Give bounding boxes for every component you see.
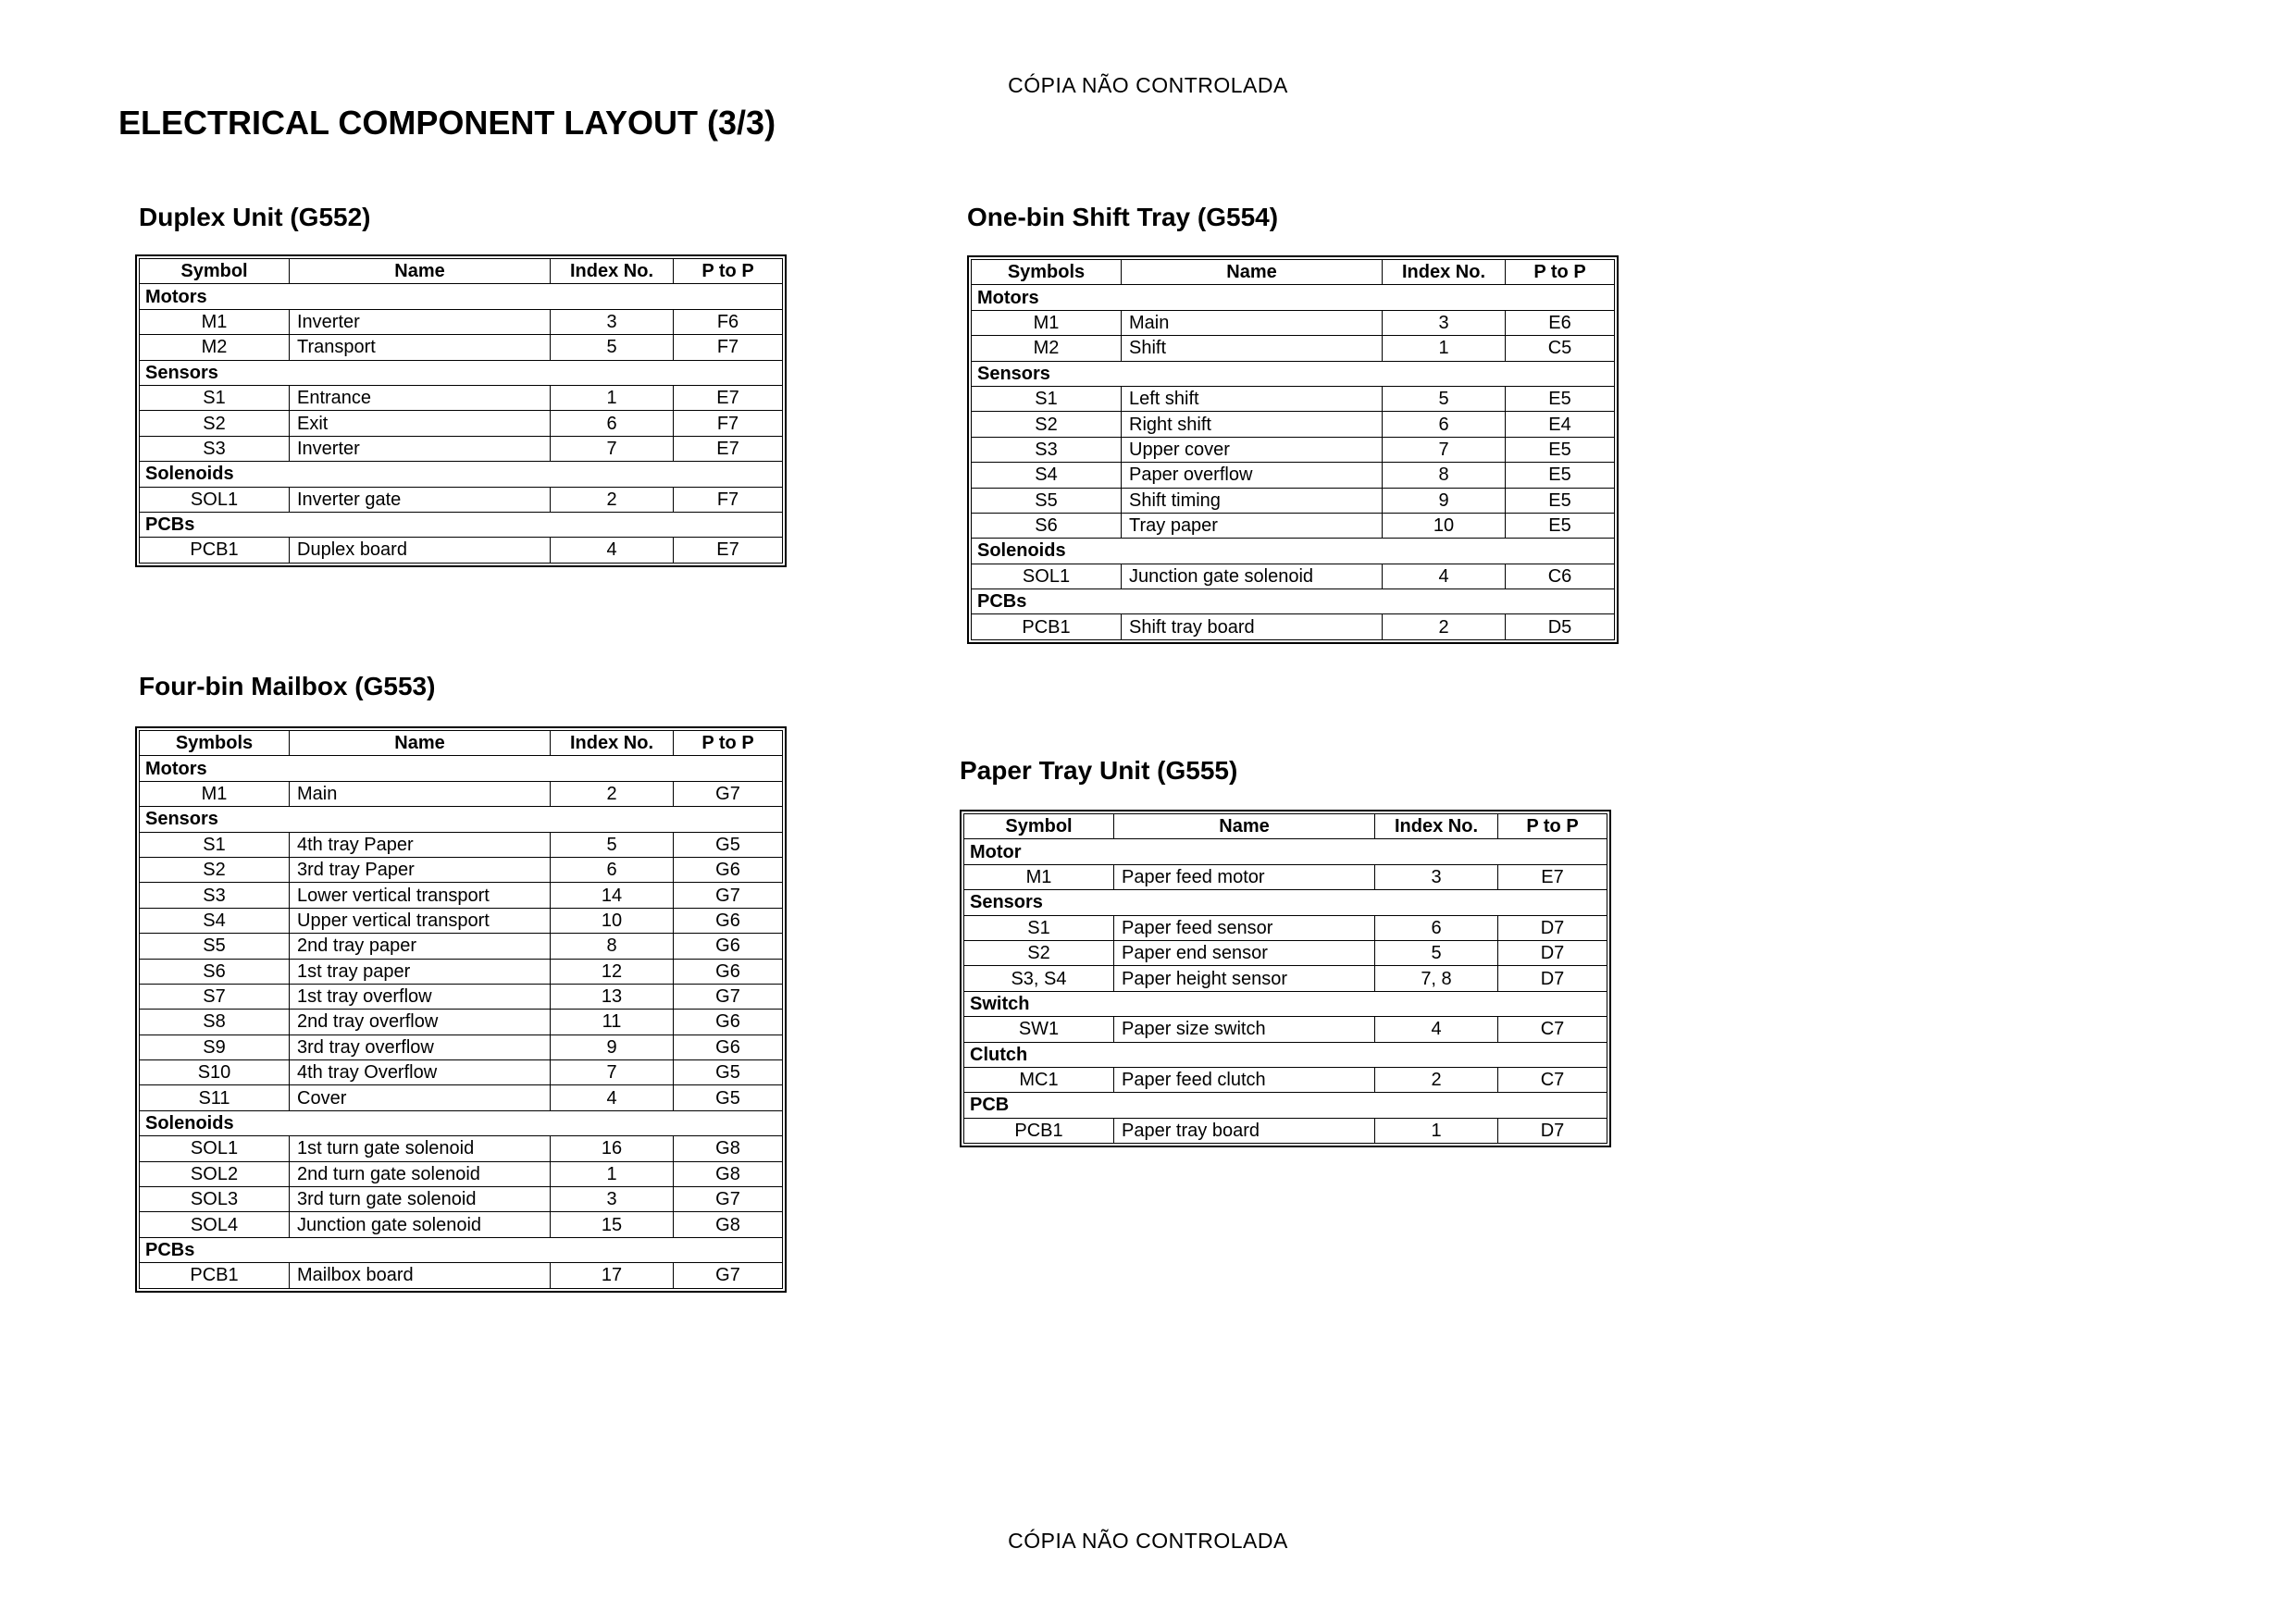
table-row — [972, 614, 1615, 639]
table-row — [972, 513, 1615, 538]
index-cell: 17 — [551, 1263, 674, 1288]
table-row — [140, 1060, 783, 1085]
p-to-p-cell: G5 — [674, 1060, 783, 1085]
category-row — [964, 890, 1607, 915]
duplex-unit-table — [139, 258, 783, 564]
index-cell: 1 — [551, 385, 674, 410]
table-row — [964, 915, 1607, 940]
shift-tray-table-frame — [967, 255, 1619, 644]
p-to-p-cell: E5 — [1506, 513, 1615, 538]
name-header: Name — [1114, 814, 1375, 839]
p-to-p-cell: G6 — [674, 959, 783, 984]
p-to-p-cell: G6 — [674, 1010, 783, 1035]
duplex-unit-title: Duplex Unit (G552) — [139, 203, 371, 231]
table-row — [140, 385, 783, 410]
symbol-cell: PCB1 — [972, 614, 1122, 639]
index-header: Index No. — [1383, 260, 1506, 285]
index-cell: 12 — [551, 959, 674, 984]
name-cell: 2nd tray paper — [290, 934, 551, 959]
category-row — [140, 462, 783, 487]
paper-tray-unit-table-frame — [960, 810, 1611, 1147]
table-row — [140, 908, 783, 933]
index-cell: 5 — [1383, 386, 1506, 411]
table-row — [140, 832, 783, 857]
category-row — [972, 285, 1615, 310]
symbol-cell: M1 — [140, 781, 290, 806]
symbol-header: Symbols — [972, 260, 1122, 285]
name-cell: Left shift — [1122, 386, 1383, 411]
name-cell: Tray paper — [1122, 513, 1383, 538]
category-row — [964, 839, 1607, 864]
index-header: Index No. — [551, 731, 674, 756]
table-row — [964, 1067, 1607, 1092]
table-row — [964, 940, 1607, 965]
p-to-p-cell: C7 — [1498, 1067, 1607, 1092]
p-to-p-cell: E4 — [1506, 412, 1615, 437]
four-bin-mailbox-table — [139, 730, 783, 1289]
symbol-cell: S1 — [972, 386, 1122, 411]
name-cell: Inverter gate — [290, 487, 551, 512]
index-cell: 4 — [1383, 564, 1506, 588]
index-cell: 6 — [551, 857, 674, 882]
table-row — [972, 488, 1615, 513]
category-label: Switch — [964, 991, 1607, 1016]
table-row — [140, 1136, 783, 1161]
name-cell: Lower vertical transport — [290, 883, 551, 908]
table-row — [972, 412, 1615, 437]
symbol-header: Symbols — [140, 731, 290, 756]
page-title: ELECTRICAL COMPONENT LAYOUT (3/3) — [118, 104, 776, 142]
name-header: Name — [1122, 260, 1383, 285]
p-to-p-cell: C5 — [1506, 336, 1615, 361]
table-row — [140, 857, 783, 882]
symbol-cell: S2 — [140, 411, 290, 436]
p-to-p-cell: G6 — [674, 857, 783, 882]
name-cell: Paper feed clutch — [1114, 1067, 1375, 1092]
name-cell: Shift tray board — [1122, 614, 1383, 639]
p-to-p-cell: D5 — [1506, 614, 1615, 639]
p-to-p-cell: G7 — [674, 984, 783, 1009]
index-cell: 2 — [1383, 614, 1506, 639]
index-cell: 7 — [1383, 437, 1506, 462]
symbol-cell: S1 — [964, 915, 1114, 940]
name-cell: Junction gate solenoid — [1122, 564, 1383, 588]
table-row — [140, 538, 783, 563]
name-header: Name — [290, 731, 551, 756]
name-cell: Transport — [290, 335, 551, 360]
shift-tray-table — [971, 259, 1615, 640]
p-to-p-cell: G7 — [674, 1187, 783, 1212]
name-cell: Inverter — [290, 436, 551, 461]
table-row — [140, 1212, 783, 1237]
index-cell: 8 — [1383, 463, 1506, 488]
index-cell: 15 — [551, 1212, 674, 1237]
index-cell: 2 — [551, 487, 674, 512]
category-label: Solenoids — [140, 462, 783, 487]
p-to-p-cell: C6 — [1506, 564, 1615, 588]
table-row — [972, 310, 1615, 335]
p-to-p-cell: D7 — [1498, 915, 1607, 940]
name-cell: Upper vertical transport — [290, 908, 551, 933]
symbol-cell: S3 — [140, 436, 290, 461]
symbol-cell: S3 — [972, 437, 1122, 462]
index-cell: 8 — [551, 934, 674, 959]
table-row — [140, 1010, 783, 1035]
table-row — [140, 436, 783, 461]
category-row — [140, 1237, 783, 1262]
p-to-p-cell: D7 — [1498, 940, 1607, 965]
symbol-cell: PCB1 — [964, 1118, 1114, 1143]
index-cell: 5 — [1375, 940, 1498, 965]
table-row — [140, 1035, 783, 1059]
symbol-cell: S3, S4 — [964, 966, 1114, 991]
p-to-p-cell: E5 — [1506, 463, 1615, 488]
four-bin-mailbox-table-frame — [135, 726, 787, 1293]
category-label: Sensors — [964, 890, 1607, 915]
symbol-cell: S1 — [140, 385, 290, 410]
table-row — [972, 437, 1615, 462]
category-row — [140, 284, 783, 309]
name-cell: Cover — [290, 1085, 551, 1110]
table-row — [140, 1161, 783, 1186]
index-cell: 13 — [551, 984, 674, 1009]
symbol-cell: S3 — [140, 883, 290, 908]
name-cell: Paper height sensor — [1114, 966, 1375, 991]
p-to-p-cell: D7 — [1498, 1118, 1607, 1143]
name-cell: Paper overflow — [1122, 463, 1383, 488]
name-cell: Inverter — [290, 309, 551, 334]
index-cell: 14 — [551, 883, 674, 908]
category-row — [964, 1042, 1607, 1067]
index-cell: 10 — [1383, 513, 1506, 538]
p-to-p-cell: G6 — [674, 908, 783, 933]
table-row — [140, 984, 783, 1009]
name-cell: 4th tray Overflow — [290, 1060, 551, 1085]
p-to-p-cell: C7 — [1498, 1017, 1607, 1042]
category-label: Motors — [140, 284, 783, 309]
index-cell: 4 — [551, 538, 674, 563]
index-cell: 2 — [551, 781, 674, 806]
symbol-cell: SOL3 — [140, 1187, 290, 1212]
paper-tray-unit-title: Paper Tray Unit (G555) — [960, 756, 1238, 785]
category-row — [972, 539, 1615, 564]
table-row — [140, 1263, 783, 1288]
symbol-cell: M2 — [140, 335, 290, 360]
category-row — [140, 1110, 783, 1135]
symbol-cell: SOL4 — [140, 1212, 290, 1237]
p-to-p-cell: G7 — [674, 1263, 783, 1288]
name-cell: Paper end sensor — [1114, 940, 1375, 965]
name-cell: Right shift — [1122, 412, 1383, 437]
symbol-cell: S8 — [140, 1010, 290, 1035]
symbol-cell: S1 — [140, 832, 290, 857]
p-to-p-cell: E5 — [1506, 488, 1615, 513]
name-cell: 3rd tray overflow — [290, 1035, 551, 1059]
index-cell: 1 — [1375, 1118, 1498, 1143]
symbol-cell: S4 — [972, 463, 1122, 488]
name-cell: 4th tray Paper — [290, 832, 551, 857]
category-row — [140, 512, 783, 537]
p-to-p-cell: E7 — [1498, 864, 1607, 889]
p-to-p-header: P to P — [1498, 814, 1607, 839]
p-to-p-cell: E7 — [674, 538, 783, 563]
table-row — [140, 781, 783, 806]
symbol-header: Symbol — [964, 814, 1114, 839]
category-label: Motors — [140, 756, 783, 781]
table-row — [140, 309, 783, 334]
p-to-p-cell: E6 — [1506, 310, 1615, 335]
name-cell: Mailbox board — [290, 1263, 551, 1288]
p-to-p-cell: G8 — [674, 1136, 783, 1161]
table-row — [140, 335, 783, 360]
index-cell: 1 — [551, 1161, 674, 1186]
index-cell: 1 — [1383, 336, 1506, 361]
index-cell: 6 — [1383, 412, 1506, 437]
table-row — [964, 1017, 1607, 1042]
p-to-p-cell: G8 — [674, 1161, 783, 1186]
index-cell: 9 — [1383, 488, 1506, 513]
index-cell: 10 — [551, 908, 674, 933]
symbol-cell: M1 — [972, 310, 1122, 335]
name-cell: Junction gate solenoid — [290, 1212, 551, 1237]
category-row — [140, 756, 783, 781]
symbol-cell: S11 — [140, 1085, 290, 1110]
p-to-p-cell: D7 — [1498, 966, 1607, 991]
p-to-p-cell: F7 — [674, 335, 783, 360]
symbol-cell: S9 — [140, 1035, 290, 1059]
name-cell: 3rd tray Paper — [290, 857, 551, 882]
name-cell: Main — [290, 781, 551, 806]
uncontrolled-copy-header: CÓPIA NÃO CONTROLADA — [1008, 73, 1288, 97]
table-row — [140, 411, 783, 436]
symbol-cell: M1 — [140, 309, 290, 334]
table-row — [140, 487, 783, 512]
symbol-cell: PCB1 — [140, 538, 290, 563]
symbol-cell: SOL2 — [140, 1161, 290, 1186]
category-row — [140, 360, 783, 385]
p-to-p-cell: F7 — [674, 487, 783, 512]
symbol-cell: S6 — [972, 513, 1122, 538]
index-cell: 3 — [551, 309, 674, 334]
index-cell: 7, 8 — [1375, 966, 1498, 991]
symbol-cell: M2 — [972, 336, 1122, 361]
index-cell: 5 — [551, 832, 674, 857]
name-cell: Shift — [1122, 336, 1383, 361]
symbol-cell: SOL1 — [972, 564, 1122, 588]
category-row — [140, 807, 783, 832]
p-to-p-cell: G5 — [674, 832, 783, 857]
category-label: PCBs — [140, 1237, 783, 1262]
paper-tray-unit-table — [963, 813, 1607, 1144]
name-cell: Shift timing — [1122, 488, 1383, 513]
name-cell: 1st tray paper — [290, 959, 551, 984]
name-cell: Paper feed motor — [1114, 864, 1375, 889]
index-cell: 6 — [1375, 915, 1498, 940]
name-cell: 1st turn gate solenoid — [290, 1136, 551, 1161]
p-to-p-cell: F6 — [674, 309, 783, 334]
category-label: Motor — [964, 839, 1607, 864]
symbol-cell: PCB1 — [140, 1263, 290, 1288]
index-cell: 2 — [1375, 1067, 1498, 1092]
name-cell: Paper size switch — [1114, 1017, 1375, 1042]
table-row — [140, 883, 783, 908]
index-cell: 7 — [551, 436, 674, 461]
p-to-p-cell: G5 — [674, 1085, 783, 1110]
category-label: PCBs — [972, 589, 1615, 614]
name-header: Name — [290, 259, 551, 284]
category-row — [972, 589, 1615, 614]
symbol-cell: SOL1 — [140, 1136, 290, 1161]
p-to-p-cell: G7 — [674, 781, 783, 806]
p-to-p-cell: E5 — [1506, 386, 1615, 411]
p-to-p-cell: G7 — [674, 883, 783, 908]
symbol-cell: S4 — [140, 908, 290, 933]
table-row — [964, 1118, 1607, 1143]
p-to-p-cell: E5 — [1506, 437, 1615, 462]
name-cell: 2nd tray overflow — [290, 1010, 551, 1035]
table-row — [972, 386, 1615, 411]
index-cell: 11 — [551, 1010, 674, 1035]
p-to-p-cell: F7 — [674, 411, 783, 436]
symbol-cell: SOL1 — [140, 487, 290, 512]
name-cell: 2nd turn gate solenoid — [290, 1161, 551, 1186]
uncontrolled-copy-footer: CÓPIA NÃO CONTROLADA — [1008, 1529, 1288, 1553]
index-cell: 9 — [551, 1035, 674, 1059]
p-to-p-cell: G8 — [674, 1212, 783, 1237]
p-to-p-cell: G6 — [674, 934, 783, 959]
category-label: Sensors — [140, 360, 783, 385]
duplex-unit-table-frame — [135, 254, 787, 567]
symbol-cell: S5 — [140, 934, 290, 959]
p-to-p-cell: G6 — [674, 1035, 783, 1059]
name-cell: Exit — [290, 411, 551, 436]
index-cell: 5 — [551, 335, 674, 360]
symbol-cell: M1 — [964, 864, 1114, 889]
shift-tray-title: One-bin Shift Tray (G554) — [967, 203, 1279, 231]
category-row — [964, 991, 1607, 1016]
symbol-cell: S5 — [972, 488, 1122, 513]
symbol-cell: S2 — [972, 412, 1122, 437]
p-to-p-header: P to P — [674, 731, 783, 756]
name-cell: Duplex board — [290, 538, 551, 563]
index-cell: 6 — [551, 411, 674, 436]
index-cell: 3 — [551, 1187, 674, 1212]
category-row — [972, 361, 1615, 386]
table-row — [140, 1187, 783, 1212]
index-cell: 3 — [1375, 864, 1498, 889]
index-cell: 4 — [1375, 1017, 1498, 1042]
name-cell: Main — [1122, 310, 1383, 335]
category-label: Sensors — [140, 807, 783, 832]
index-cell: 4 — [551, 1085, 674, 1110]
category-row — [964, 1093, 1607, 1118]
index-cell: 3 — [1383, 310, 1506, 335]
four-bin-mailbox-title: Four-bin Mailbox (G553) — [139, 672, 436, 700]
index-cell: 16 — [551, 1136, 674, 1161]
name-cell: Paper feed sensor — [1114, 915, 1375, 940]
symbol-cell: S2 — [964, 940, 1114, 965]
category-label: PCB — [964, 1093, 1607, 1118]
table-row — [972, 336, 1615, 361]
name-cell: Entrance — [290, 385, 551, 410]
name-cell: 1st tray overflow — [290, 984, 551, 1009]
symbol-cell: MC1 — [964, 1067, 1114, 1092]
table-row — [140, 934, 783, 959]
table-row — [964, 966, 1607, 991]
name-cell: 3rd turn gate solenoid — [290, 1187, 551, 1212]
category-label: Motors — [972, 285, 1615, 310]
category-label: Sensors — [972, 361, 1615, 386]
symbol-cell: SW1 — [964, 1017, 1114, 1042]
table-row — [140, 959, 783, 984]
category-label: PCBs — [140, 512, 783, 537]
name-cell: Paper tray board — [1114, 1118, 1375, 1143]
table-row — [964, 864, 1607, 889]
table-row — [972, 463, 1615, 488]
p-to-p-cell: E7 — [674, 436, 783, 461]
index-header: Index No. — [551, 259, 674, 284]
table-row — [972, 564, 1615, 588]
symbol-cell: S6 — [140, 959, 290, 984]
symbol-header: Symbol — [140, 259, 290, 284]
symbol-cell: S2 — [140, 857, 290, 882]
p-to-p-header: P to P — [1506, 260, 1615, 285]
name-cell: Upper cover — [1122, 437, 1383, 462]
table-row — [140, 1085, 783, 1110]
symbol-cell: S10 — [140, 1060, 290, 1085]
symbol-cell: S7 — [140, 984, 290, 1009]
category-label: Solenoids — [140, 1110, 783, 1135]
p-to-p-header: P to P — [674, 259, 783, 284]
p-to-p-cell: E7 — [674, 385, 783, 410]
index-header: Index No. — [1375, 814, 1498, 839]
category-label: Clutch — [964, 1042, 1607, 1067]
category-label: Solenoids — [972, 539, 1615, 564]
index-cell: 7 — [551, 1060, 674, 1085]
